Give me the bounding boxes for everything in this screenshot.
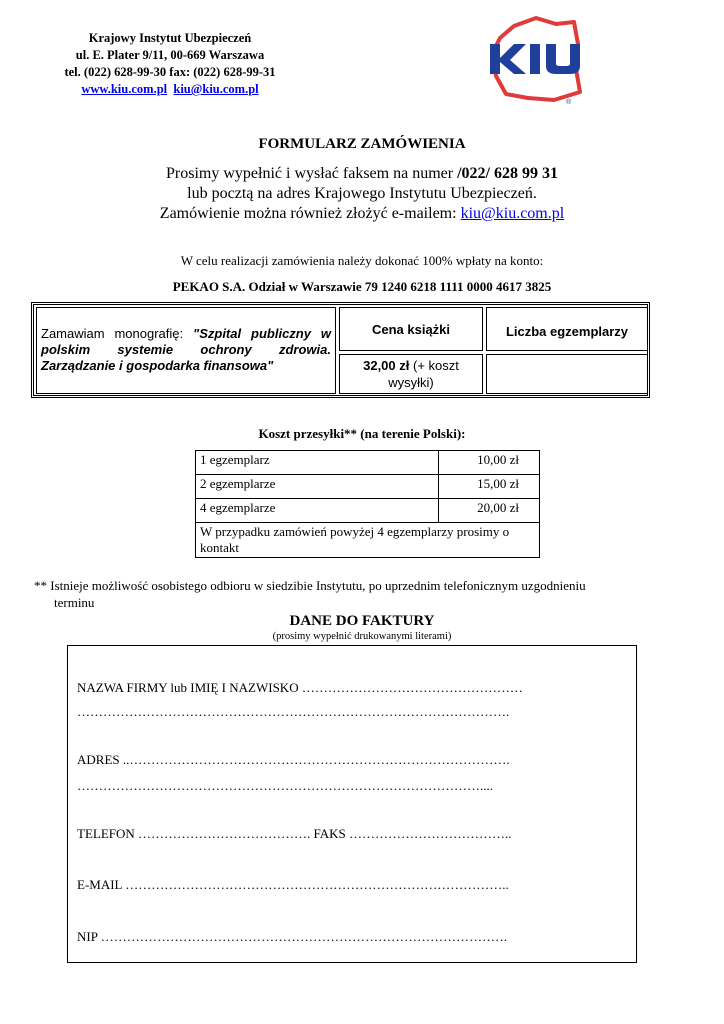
footnote-line-2: terminu (54, 595, 95, 610)
company-name-line-2[interactable]: ………………………………………………………………………………………. (77, 704, 510, 719)
order-email-link[interactable]: kiu@kiu.com.pl (460, 205, 565, 222)
price-header: Cena książki (339, 307, 483, 351)
book-price (339, 354, 483, 394)
shipping-row (196, 451, 540, 475)
invoice-form (67, 645, 637, 963)
institute-links (30, 81, 310, 98)
email-field[interactable]: E-MAIL …………………………………………………………………………….. (77, 877, 509, 892)
shipping-qty: 4 egzemplarze (196, 499, 439, 523)
bank-account: PEKAO S.A. Odział w Warszawie 79 1240 6218 1111 0000 4617 3825 (172, 279, 552, 294)
institute-name: Krajowy Instytut Ubezpieczeń (88, 31, 252, 45)
intro-fax-text: Prosimy wypełnić i wysłać faksem na numer (166, 165, 458, 182)
shipping-row (196, 475, 540, 499)
email-link[interactable]: kiu@kiu.com.pl (173, 82, 259, 96)
payment-note: W celu realizacji zamówienia należy dokonać 100% wpłaty na konto: (180, 253, 544, 268)
nip-field[interactable]: NIP …………………………………………………………………………………. (77, 929, 507, 944)
kiu-letters (490, 44, 580, 74)
shipping-qty: 1 egzemplarz (196, 451, 439, 475)
shipping-table (195, 450, 540, 558)
phone-fax-field[interactable]: TELEFON …………………………………. FAKS ……………………………….. (77, 826, 512, 841)
intro-email-text: Zamówienie można również złożyć e-mailem: (159, 205, 461, 222)
intro-line-2: lub pocztą na adres Krajowego Instytutu Ubezpieczeń. (187, 185, 537, 202)
shipping-price: 20,00 zł (439, 499, 540, 523)
intro-line-3 (0, 204, 724, 224)
order-table (31, 302, 650, 398)
monograph-title: "Szpital publiczny w polskim systemie ochrony zdrowia. Zarządzanie i gospodarka finansowa" (41, 326, 331, 373)
website-link[interactable]: www.kiu.com.pl (81, 82, 168, 96)
footnote-line-1: ** Istnieje możliwość osobistego odbioru w siedzibie Instytutu, po uprzednim telefonicznym uzgodnieniu (34, 578, 586, 593)
shipping-note-row (196, 523, 540, 558)
shipping-note: W przypadku zamówień powyżej 4 egzemplarzy prosimy o kontakt (196, 523, 540, 558)
pickup-footnote (34, 577, 714, 611)
monograph-description (36, 307, 336, 394)
fax-number: /022/ 628 99 31 (457, 165, 558, 182)
institute-address: ul. E. Plater 9/11, 00-669 Warszawa (75, 48, 265, 62)
quantity-header: Liczba egzemplarzy (486, 307, 648, 351)
monograph-prefix: Zamawiam monografię: (41, 326, 194, 341)
price-note: (+ koszt wysyłki) (388, 358, 459, 390)
price-value: 32,00 zł (363, 358, 410, 373)
form-intro (0, 164, 724, 224)
company-name-field[interactable]: NAZWA FIRMY lub IMIĘ I NAZWISKO …………………………………………… (77, 680, 523, 695)
shipping-price: 10,00 zł (439, 451, 540, 475)
address-field[interactable]: ADRES ..……………………………………………………………………………. (77, 752, 510, 767)
shipping-title: Koszt przesyłki** (na terenie Polski): (258, 426, 466, 441)
institute-header (30, 30, 310, 98)
registered-mark: ® (566, 99, 572, 106)
invoice-title: DANE DO FAKTURY (289, 613, 435, 629)
kiu-logo (484, 14, 584, 106)
shipping-qty: 2 egzemplarze (196, 475, 439, 499)
quantity-field[interactable] (486, 354, 648, 394)
form-title: FORMULARZ ZAMÓWIENIA (258, 136, 466, 152)
shipping-price: 15,00 zł (439, 475, 540, 499)
invoice-subtitle: (prosimy wypełnić drukowanymi literami) (272, 631, 452, 642)
address-line-2[interactable]: ………………………………………………………………………………….... (77, 778, 493, 793)
institute-phone-fax: tel. (022) 628-99-30 fax: (022) 628-99-31 (64, 65, 276, 79)
shipping-row (196, 499, 540, 523)
intro-line-1 (0, 164, 724, 184)
